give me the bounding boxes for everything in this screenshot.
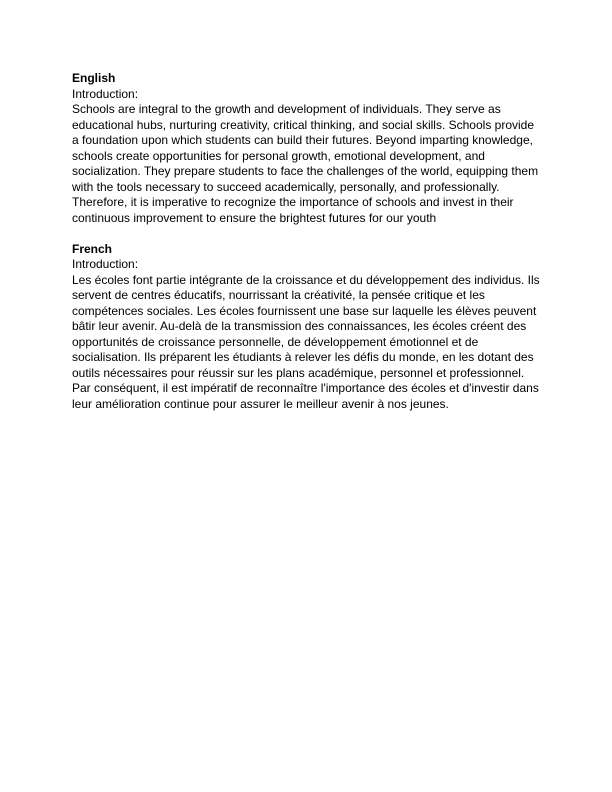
section-heading: French <box>72 241 113 256</box>
paragraph-line: compétences sociales. Les écoles fournissent une base sur laquelle les élèves peuvent <box>72 303 537 318</box>
section-english <box>72 71 542 226</box>
paragraph-line: Schools are integral to the growth and development of individuals. They serve as <box>72 102 501 116</box>
paragraph-line: bâtir leur avenir. Au-delà de la transmission des connaissances, les écoles créent des <box>72 319 527 333</box>
section-french <box>72 242 542 413</box>
section-heading: English <box>72 71 116 85</box>
paragraph <box>72 102 542 226</box>
paragraph-line: a foundation upon which students can build their futures. Beyond imparting knowledge, <box>72 133 533 147</box>
paragraph-line: Therefore, it is imperative to recognize the importance of schools and invest in their <box>72 195 514 209</box>
paragraph-line: socialisation. Ils préparent les étudiants à relever les défis du monde, en les dotant des <box>72 350 534 364</box>
paragraph-line: socialization. They prepare students to face the challenges of the world, equipping them <box>72 164 539 178</box>
paragraph-line: Par conséquent, il est impératif de reconnaître l'importance des écoles et d'investir dans <box>72 381 539 395</box>
paragraph-line: continuous improvement to ensure the brightest futures for our youth <box>72 210 437 225</box>
section-subheading: Introduction: <box>72 86 139 101</box>
paragraph-line: opportunités de croissance personnelle, de développement émotionnel et de <box>72 334 479 349</box>
document-page <box>72 71 542 412</box>
paragraph-line: educational hubs, nurturing creativity, critical thinking, and social skills. Schools provide <box>72 117 535 132</box>
paragraph-line: outils nécessaires pour réussir sur les plans académique, personnel et professionnel. <box>72 365 525 380</box>
paragraph-line: schools create opportunities for personal growth, emotional development, and <box>72 148 485 163</box>
paragraph-line: with the tools necessary to succeed academically, personally, and professionally. <box>72 179 500 194</box>
paragraph <box>72 273 542 413</box>
paragraph-line: servent de centres éducatifs, nourrissant la créativité, la pensée critique et les <box>72 288 485 302</box>
paragraph-line: leur amélioration continue pour assurer le meilleur avenir à nos jeunes. <box>72 396 449 411</box>
paragraph-line: Les écoles font partie intégrante de la croissance et du développement des individus. Ils <box>72 272 540 287</box>
section-subheading: Introduction: <box>72 257 139 271</box>
